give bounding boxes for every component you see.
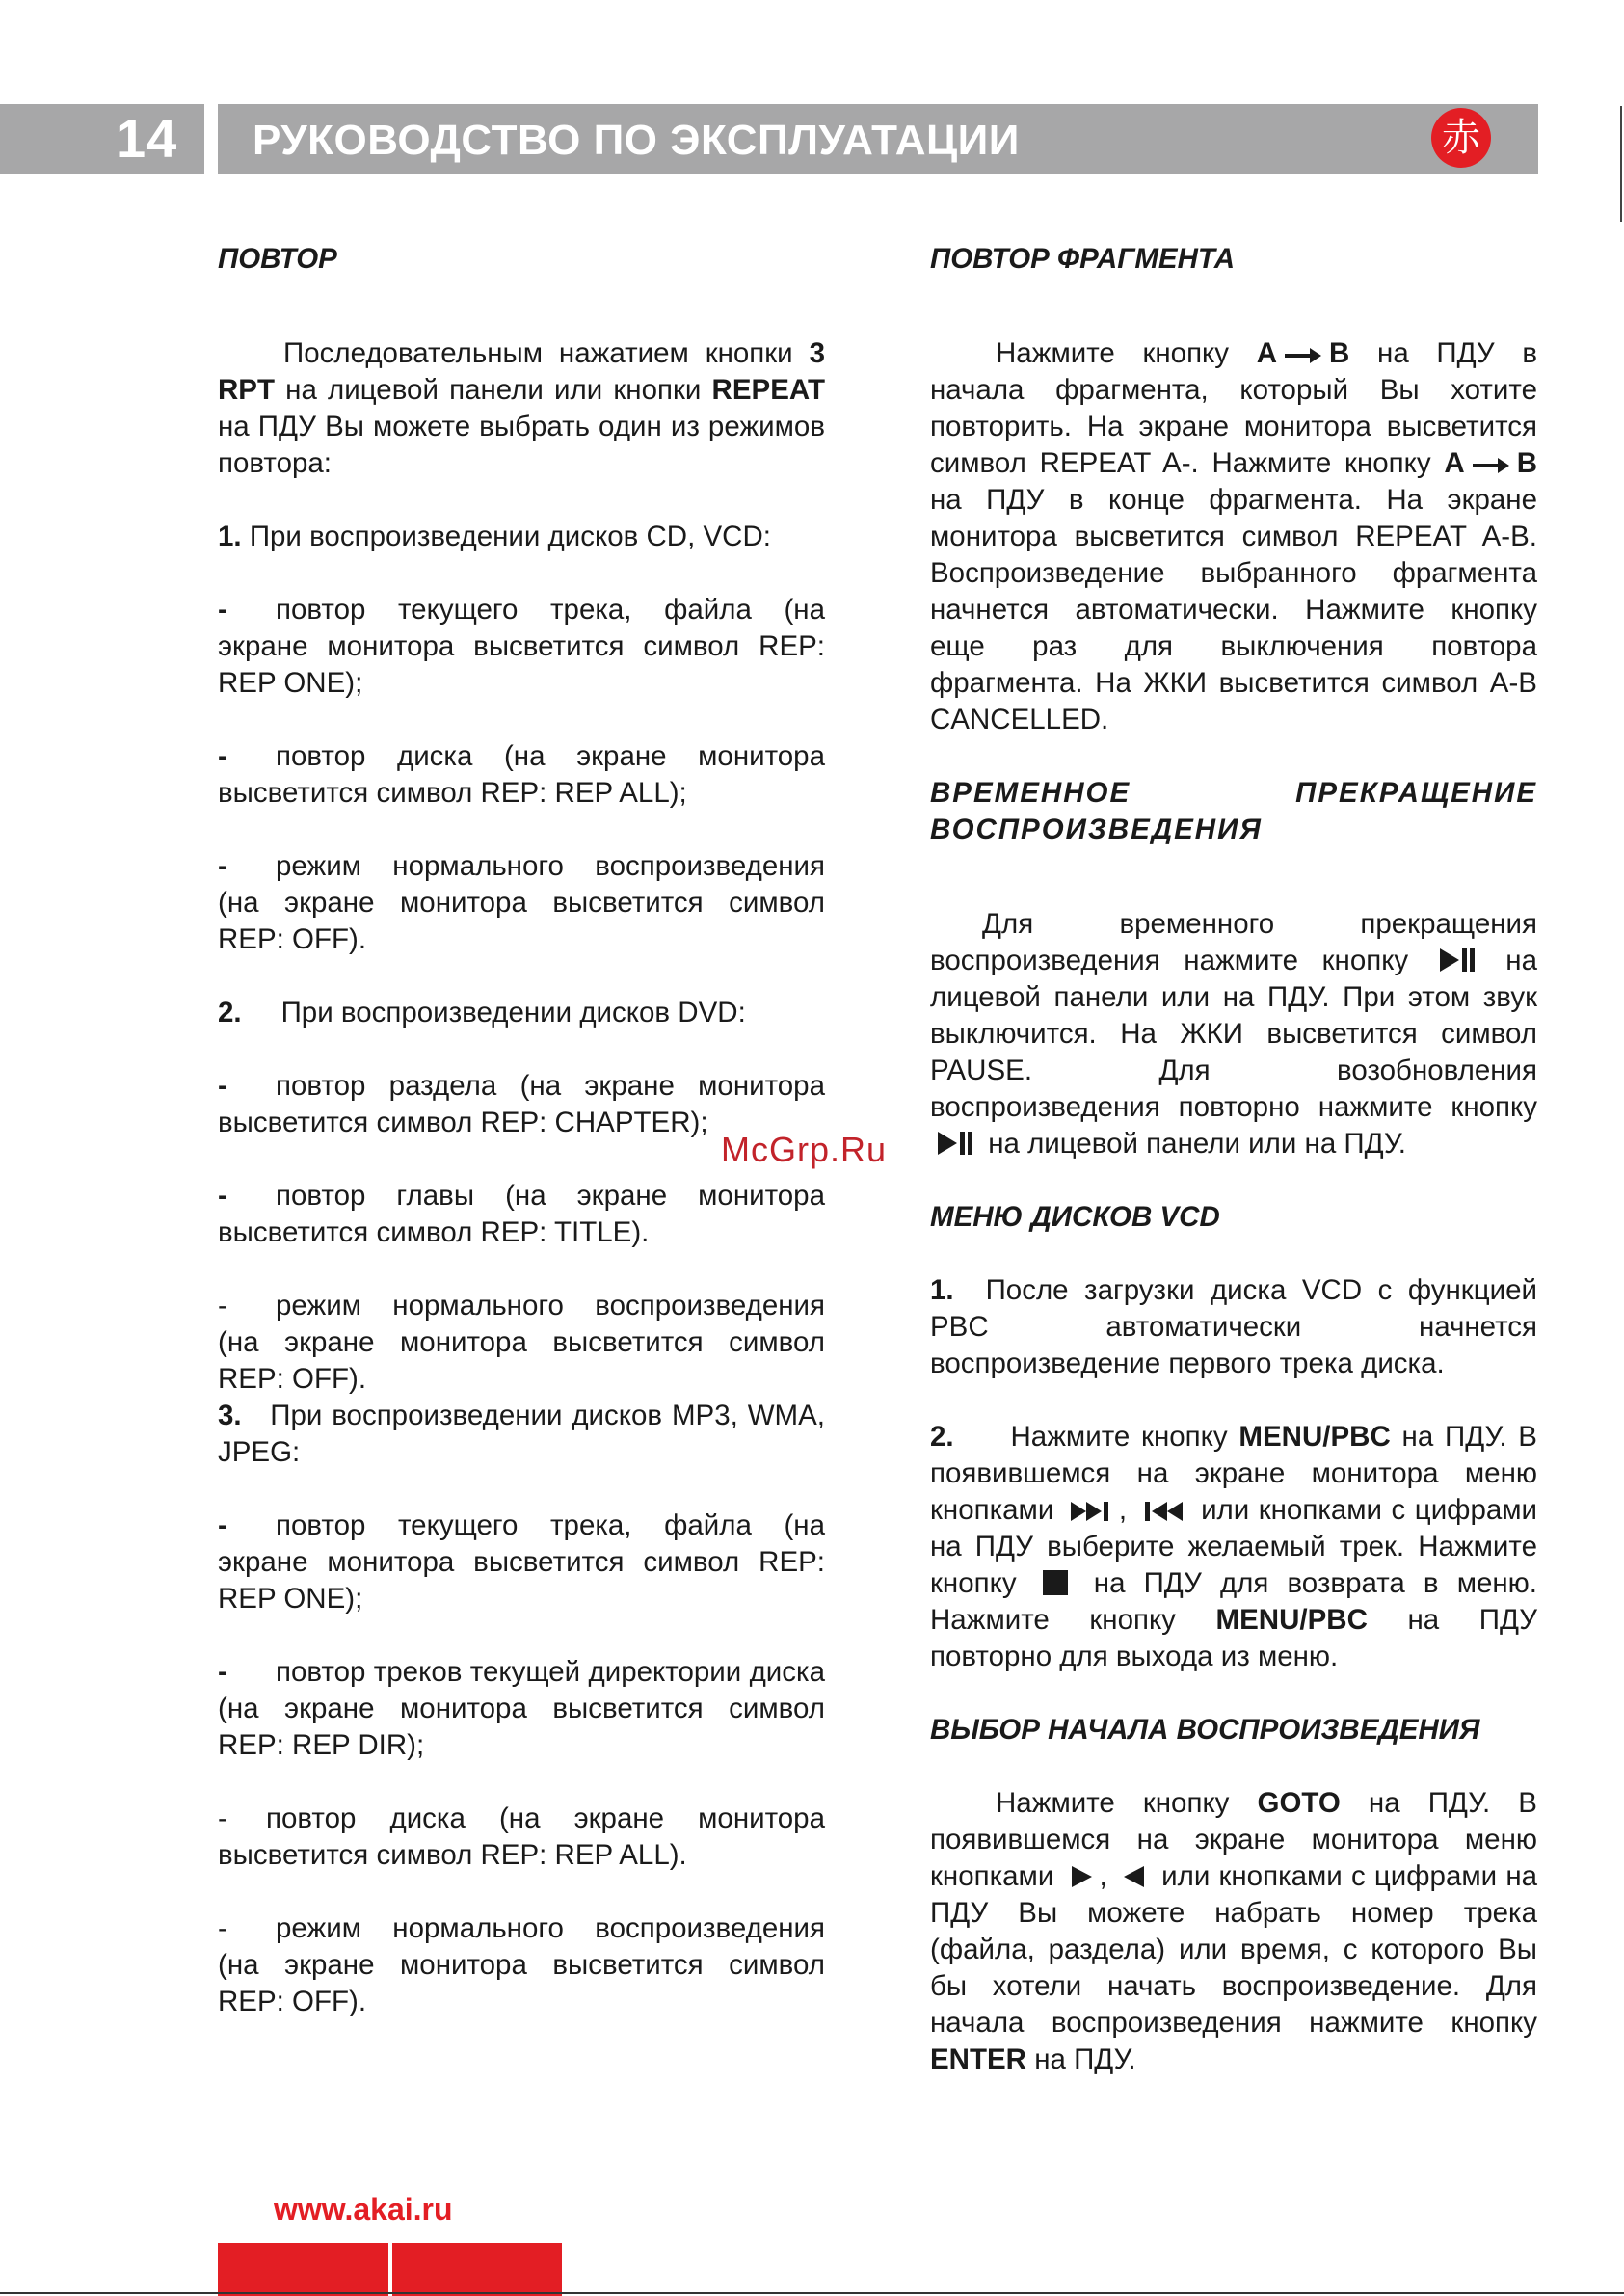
footer-block-1: [218, 2243, 388, 2296]
akai-logo-icon: 赤: [1431, 108, 1491, 168]
list-item: - режим нормального воспроизведения (на экране монитора высветится символ REP: OFF).: [218, 1290, 825, 1395]
vcd-step-1: 1. После загрузки диска VCD с функцией PBC автоматически начнется воспроизведение первого трека диска.: [930, 1274, 1537, 1379]
list-item: - повтор раздела (на экране монитора высветится символ REP: CHAPTER);: [218, 1070, 825, 1138]
page-edge-line: [1620, 106, 1622, 222]
watermark: McGrp.Ru: [721, 1130, 888, 1169]
play-pause-icon: [936, 1131, 974, 1156]
goto-text: Нажмите кнопку GOTO на ПДУ. В появившемся на экране монитора меню кнопками , или кнопками с цифрами на ПДУ Вы можете набрать номер трека (файла, раздела) или время, с которого Вы бы хотели начать воспроизведение. Для начала воспроизведения нажмите кнопку ENTER на ПДУ.: [930, 1787, 1538, 2075]
ab-repeat-text: Нажмите кнопку A B на ПДУ в начала фрагмента, который Вы хотите повторить. На экране монитора высветится символ REPEAT A-. Нажмите кнопку A B на ПДУ в конце фрагмента. На экране монитора высветится символ REPEAT A-B. Воспроизведение выбранного фрагмента начнется автоматически. Нажмите кнопку еще раз для выключения повтора фрагмента. На ЖКИ высветится символ A-B CANCELLED.: [930, 337, 1538, 735]
goto-heading: ВЫБОР НАЧАЛА ВОСПРОИЗВЕДЕНИЯ: [930, 1714, 1480, 1746]
ab-repeat-heading: ПОВТОР ФРАГМЕНТА: [930, 243, 1236, 275]
list-item: - повтор треков текущей директории диска (на экране монитора высветится символ REP: REP DIR);: [218, 1656, 825, 1761]
page-number: 14: [116, 108, 178, 169]
list-item: - режим нормального воспроизведения (на экране монитора высветится символ REP: OFF).: [218, 1912, 825, 2017]
pause-heading-line-2: ВОСПРОИЗВЕДЕНИЯ: [930, 814, 1263, 845]
vcd-menu-heading: МЕНЮ ДИСКОВ VCD: [930, 1201, 1220, 1233]
list-item: - повтор диска (на экране монитора высветится символ REP: REP ALL).: [218, 1802, 825, 1871]
website-link[interactable]: www.akai.ru: [274, 2192, 453, 2227]
footer-block-2: [392, 2243, 562, 2296]
repeat-heading: ПОВТОР: [218, 243, 337, 275]
arrow-right-icon: [1283, 346, 1323, 365]
repeat-intro: Последовательным нажатием кнопки 3 RPT на лицевой панели или кнопки REPEAT на ПДУ Вы можете выбрать один из режимов повтора:: [218, 337, 825, 479]
list-item: - повтор диска (на экране монитора высветится символ REP: REP ALL);: [218, 740, 825, 809]
pause-text: Для временного прекращения воспроизведения нажмите кнопку на лицевой панели или на ПДУ. При этом звук выключится. На ЖКИ высветится символ PAUSE. Для возобновления воспроизведения повторно нажмите кнопку на лицевой панели или на ПДУ.: [930, 908, 1537, 1160]
section-1-title: 1. При воспроизведении дисков CD, VCD:: [218, 521, 771, 552]
list-item: - повтор текущего трека, файла (на экране монитора высветится символ REP: REP ONE);: [218, 594, 825, 699]
right-column: [930, 241, 1537, 2078]
play-right-icon: [1069, 1865, 1094, 1888]
next-track-icon: [1069, 1501, 1113, 1522]
section-3-title: 3. При воспроизведении дисков MP3, WMA, JPEG:: [218, 1400, 826, 1468]
stop-icon: [1041, 1570, 1070, 1595]
vcd-step-2: 2. Нажмите кнопку MENU/PBC на ПДУ. В появившемся на экране монитора меню кнопками , или кнопками с цифрами на ПДУ выберите желаемый трек. Нажмите кнопку на ПДУ для возврата в меню. Нажмите кнопку MENU/PBC на ПДУ повторно для выхода из меню.: [930, 1421, 1538, 1672]
play-pause-icon: [1438, 948, 1477, 973]
list-item: - повтор текущего трека, файла (на экране монитора высветится символ REP: REP ONE);: [218, 1509, 825, 1615]
arrow-right-icon: [1471, 456, 1511, 475]
list-item: - повтор главы (на экране монитора высветится символ REP: TITLE).: [218, 1180, 825, 1248]
footer-line: [0, 2292, 1624, 2294]
list-item: - режим нормального воспроизведения (на экране монитора высветится символ REP: OFF).: [218, 850, 825, 955]
pause-heading: ВРЕМЕННОЕ ПРЕКРАЩЕНИЕ: [930, 777, 1537, 809]
section-2-title: 2. При воспроизведении дисков DVD:: [218, 997, 746, 1028]
manual-title: РУКОВОДСТВО ПО ЭКСПЛУАТАЦИИ: [253, 117, 1020, 164]
previous-track-icon: [1142, 1501, 1186, 1522]
play-left-icon: [1122, 1865, 1147, 1888]
